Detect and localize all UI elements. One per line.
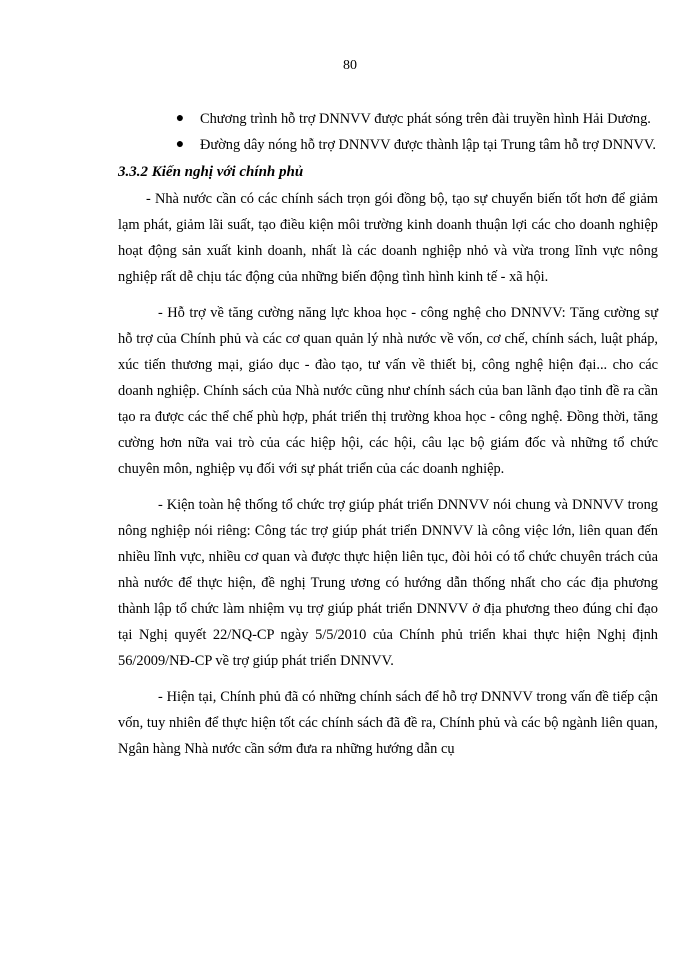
paragraph: - Hiện tại, Chính phủ đã có những chính sách để hỗ trợ DNNVV trong vấn đề tiếp cận vốn, tuy nhiên để thực hiện tốt các chính sách đã đề ra, Chính phủ và các bộ ngành liên quan, Ngân hàng Nhà nước cần sớm đưa ra những hướng dẫn cụ xyxy=(118,689,658,757)
bullet-dot-icon: ● xyxy=(175,137,185,152)
paragraph: - Kiện toàn hệ thống tổ chức trợ giúp phát triển DNNVV nói chung và DNNVV trong nông nghiệp nói riêng: Công tác trợ giúp phát triển DNNVV là công việc lớn, liên quan đến nhiều lĩnh vực, nhiều cơ quan và được thực hiện liên tục, đòi hỏi có tổ chức chuyên trách của nhà nước để thực hiện, đề nghị Trung ương có hướng dẫn thống nhất cho các địa phương thành lập tổ chức làm nhiệm vụ trợ giúp phát triển DNNVV ở địa phương theo đúng chỉ đạo tại Nghị quyết 22/NQ-CP ngày 5/5/2010 của Chính phủ triển khai thực hiện Nghị định 56/2009/NĐ-CP về trợ giúp phát triển DNNVV. xyxy=(118,497,658,669)
page-content xyxy=(118,106,658,772)
paragraph: - Nhà nước cần có các chính sách trọn gói đồng bộ, tạo sự chuyển biến tốt hơn để giảm lạm phát, giảm lãi suất, tạo điều kiện môi trường kinh doanh thuận lợi các cho doanh nghiệp hoạt động sản xuất kinh doanh, nhất là các doanh nghiệp nhỏ và vừa trong lĩnh vực nông nghiệp rất dễ chịu tác động của những biến động tình hình kinh tế - xã hội. xyxy=(118,191,658,285)
section-heading: 3.3.2 Kiến nghị với chính phủ xyxy=(118,164,304,180)
bullet-list xyxy=(118,106,658,158)
bullet-dot-icon: ● xyxy=(175,111,185,126)
bullet-item xyxy=(118,106,658,132)
bullet-text: Chương trình hỗ trợ DNNVV được phát sóng trên đài truyền hình Hải Dương. xyxy=(200,111,651,127)
bullet-text: Đường dây nóng hỗ trợ DNNVV được thành lập tại Trung tâm hỗ trợ DNNVV. xyxy=(200,137,657,153)
page-number: 80 xyxy=(343,58,357,73)
bullet-item xyxy=(118,132,658,158)
paragraph: - Hỗ trợ về tăng cường năng lực khoa học - công nghệ cho DNNVV: Tăng cường sự hỗ trợ của Chính phủ và các cơ quan quản lý nhà nước về vốn, cơ chế, chính sách, luật pháp, xúc tiến thương mại, giáo dục - đào tạo, tư vấn về thiết bị, công nghệ hiện đại... cho các doanh nghiệp. Chính sách của Nhà nước cũng như chính sách của ban lãnh đạo tỉnh đề ra cần tạo ra được các thể chế phù hợp, phát triển thị trường khoa học - công nghệ. Đồng thời, tăng cường hơn nữa vai trò của các hiệp hội, các hội, câu lạc bộ giám đốc và những tổ chức chuyên môn, nghiệp vụ đối với sự phát triển của các doanh nghiệp. xyxy=(118,305,658,477)
